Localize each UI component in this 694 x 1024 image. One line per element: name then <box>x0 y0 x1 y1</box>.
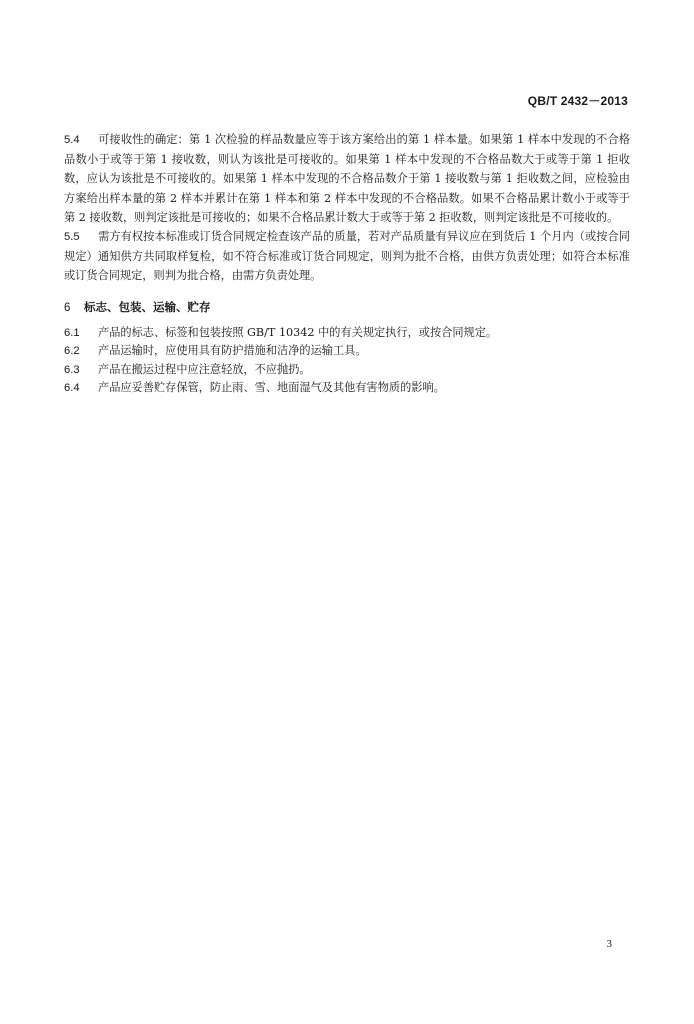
clause-number: 6.2 <box>64 345 80 358</box>
clause-6-2 <box>64 342 630 361</box>
clause-6-3 <box>64 361 630 380</box>
clause-5-5 <box>64 227 630 286</box>
clause-text: 产品应妥善贮存保管，防止雨、雪、地面湿气及其他有害物质的影响。 <box>98 381 445 395</box>
clause-number: 5.4 <box>64 134 80 146</box>
clause-number: 5.5 <box>64 231 80 244</box>
document-body <box>64 130 630 398</box>
clause-text: 产品运输时，应使用具有防护措施和洁净的运输工具。 <box>98 344 367 358</box>
clause-6-4 <box>64 379 630 398</box>
clause-number: 6.3 <box>64 363 80 376</box>
section-6-heading <box>64 298 630 318</box>
clause-text: 产品在搬运过程中应注意轻放，不应抛扔。 <box>98 362 311 376</box>
page-number: 3 <box>606 938 612 950</box>
clause-6-1 <box>64 324 630 343</box>
section-title: 标志、包装、运输、贮存 <box>84 299 211 314</box>
clause-text: 产品的标志、标签和包装按照 GB/T 10342 中的有关规定执行，或按合同规定。 <box>98 325 498 339</box>
clause-text: 可接收性的确定：第 1 次检验的样品数量应等于该方案给出的第 1 样本量。如果第 1 样本中发现的不合格品数小于或等于第 1 接收数，则认为该批是可接收的。如果第 1 样本中发现的不合格品数大于或等于第 1 拒收数，应认为该批是不可接收的。如果第 1 样本中发现的不合格品数介于第 1 接收数与第 1 拒收数之间，应检验由方案给出样本量的第 2 样本并累计在第 1 样本和第 2 样本中发现的不合格品数。如果不合格品累计数小于或等于第 2 接收数，则判定该批是可接收的；如果不合格品累计数大于或等于第 2 拒收数，则判定该批是不可接收的。 <box>64 133 630 224</box>
clause-5-4 <box>64 130 630 227</box>
standard-code-header: QB/T 2432－2013 <box>527 94 628 108</box>
clause-text: 需方有权按本标准或订货合同规定检查该产品的质量，若对产品质量有异议应在到货后 1 个月内（或按合同规定）通知供方共同取样复检，如不符合标准或订货合同规定，则判为批不合格，由供方负责处理；如符合本标准或订货合同规定，则判为批合格，由需方负责处理。 <box>64 230 630 283</box>
section-number: 6 <box>64 301 71 314</box>
clause-number: 6.1 <box>64 326 80 339</box>
clause-number: 6.4 <box>64 382 80 395</box>
